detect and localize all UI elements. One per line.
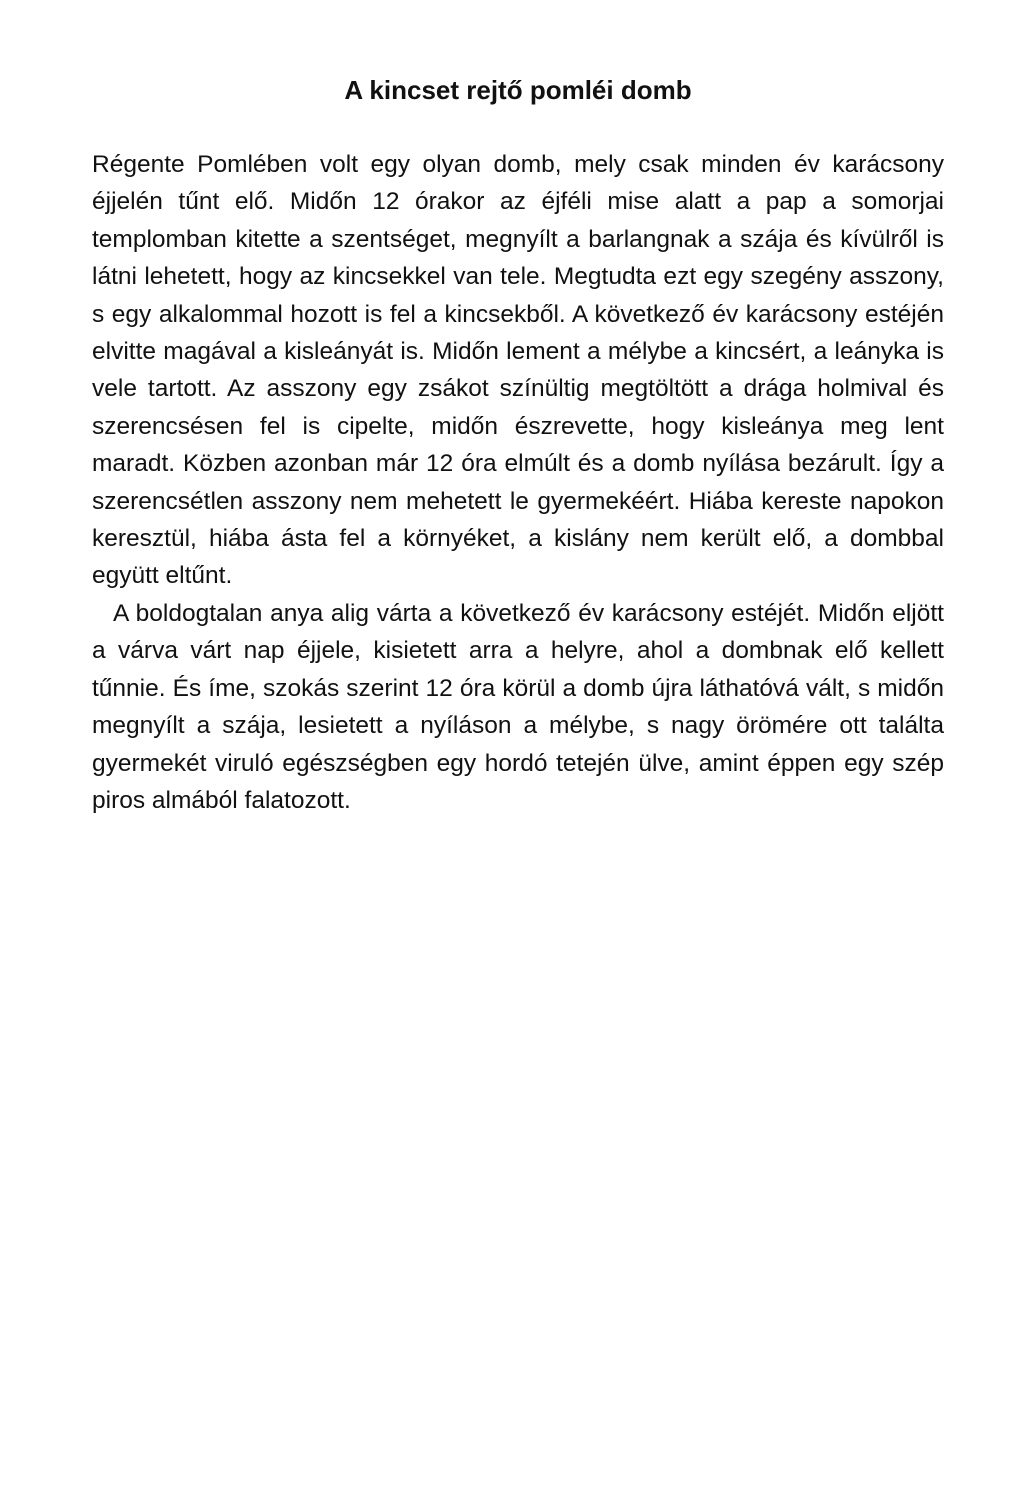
document-body <box>92 146 944 819</box>
document-title: A kincset rejtő pomléi domb <box>344 75 692 105</box>
paragraph-2: A boldogtalan anya alig várta a következő év karácsony estéjét. Midőn eljött a várva várt nap éjjele, kisietett arra a helyre, ahol a dombnak elő kellett tűnnie. És íme, szokás szerint 12 óra körül a domb újra láthatóvá vált, s midőn megnyílt a szája, lesietett a nyíláson a mélybe, s nagy örömére ott találta gyermekét viruló egészségben egy hordó tetején ülve, amint éppen egy szép piros almából falatozott. <box>92 599 944 814</box>
paragraph-1: Régente Pomlében volt egy olyan domb, mely csak minden év karácsony éjjelén tűnt elő. Midőn 12 órakor az éjféli mise alatt a pap a somorjai templomban kitette a szentséget, megnyílt a barlangnak a szája és kívülről is látni lehetett, hogy az kincsekkel van tele. Megtudta ezt egy szegény asszony, s egy alkalommal hozott is fel a kincsekből. A következő év karácsony estéjén elvitte magával a kisleányát is. Midőn lement a mélybe a kincsért, a leányka is vele tartott. Az asszony egy zsákot színültig megtöltött a drága holmival és szerencsésen fel is cipelte, midőn észrevette, hogy kisleánya meg lent maradt. Közben azonban már 12 óra elmúlt és a domb nyílása bezárult. Így a szerencsétlen asszony nem mehetett le gyermekéért. Hiába kereste napokon keresztül, hiába ásta fel a környéket, a kislány nem került elő, a dombbal együtt eltűnt. <box>92 151 944 590</box>
